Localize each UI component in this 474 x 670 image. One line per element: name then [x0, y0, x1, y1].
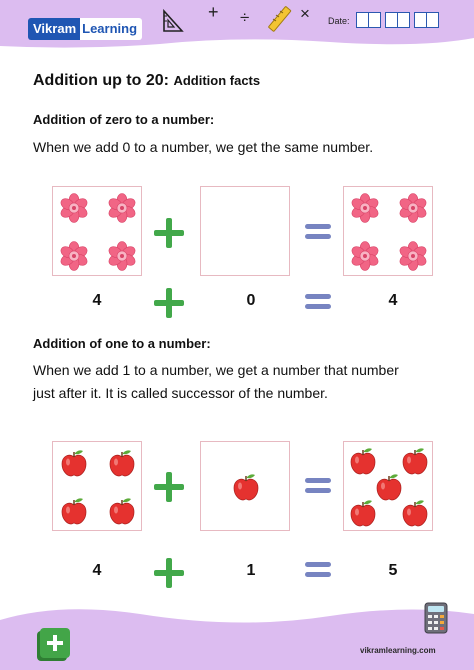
date-year-boxes[interactable]	[414, 12, 438, 28]
one-left-number: 4	[92, 562, 102, 579]
date-input-boxes[interactable]	[356, 12, 438, 28]
page-title-sub: Addition facts	[173, 73, 261, 88]
ruler-icon	[266, 6, 292, 32]
divide-icon: ÷	[240, 8, 250, 27]
zero-result-box	[343, 186, 433, 276]
zero-left-box	[52, 186, 142, 276]
equals-sign-icon	[305, 294, 331, 310]
footer-wave	[0, 600, 474, 670]
flower-icon	[107, 193, 137, 223]
zero-middle-box	[200, 186, 290, 276]
flower-icon	[398, 193, 428, 223]
flower-icon	[107, 241, 137, 271]
section-one-heading: Addition of one to a number:	[33, 336, 211, 351]
one-middle-number: 1	[246, 562, 256, 579]
date-label: Date:	[328, 16, 350, 26]
page-title-main: Addition up to 20:	[33, 72, 169, 89]
apple-icon	[59, 448, 89, 478]
triangle-ruler-icon	[160, 8, 186, 34]
zero-left-number: 4	[92, 292, 102, 309]
one-middle-box	[200, 441, 290, 531]
flower-icon	[350, 193, 380, 223]
apple-icon	[400, 446, 430, 476]
calculator-icon	[424, 602, 448, 634]
footer-url[interactable]: vikramlearning.com	[360, 646, 436, 655]
date-month-boxes[interactable]	[385, 12, 409, 28]
section-zero-text: When we add 0 to a number, we get the same number.	[33, 139, 374, 155]
apple-icon	[107, 448, 137, 478]
date-digit-box[interactable]	[426, 12, 439, 28]
date-day-boxes[interactable]	[356, 12, 380, 28]
multiply-icon: ×	[300, 4, 310, 23]
section-zero-heading: Addition of zero to a number:	[33, 112, 215, 127]
page-title	[33, 72, 260, 90]
apple-icon	[348, 498, 378, 528]
zero-result-number: 4	[388, 292, 398, 309]
brand-logo-part1: Vikram	[28, 18, 80, 40]
apple-icon	[107, 496, 137, 526]
date-digit-box[interactable]	[397, 12, 410, 28]
one-result-number: 5	[388, 562, 398, 579]
brand-logo	[28, 18, 142, 40]
equals-sign-icon	[305, 562, 331, 578]
apple-icon	[400, 498, 430, 528]
flower-icon	[350, 241, 380, 271]
page-header	[0, 0, 474, 48]
page-footer	[0, 600, 474, 670]
plus-sign-icon	[154, 288, 184, 318]
equals-sign-icon	[305, 478, 331, 494]
plus-icon: +	[208, 2, 219, 22]
apple-icon	[59, 496, 89, 526]
plus-sign-icon	[154, 558, 184, 588]
flower-icon	[59, 193, 89, 223]
zero-middle-number: 0	[246, 292, 256, 309]
equals-sign-icon	[305, 224, 331, 240]
brand-logo-part2: Learning	[80, 18, 142, 40]
section-one-text-line1: When we add 1 to a number, we get a number that number	[33, 362, 399, 378]
plus-sign-icon	[154, 218, 184, 248]
section-one-text	[33, 359, 453, 405]
one-result-box	[343, 441, 433, 531]
plus-badge-icon	[40, 628, 70, 658]
date-digit-box[interactable]	[368, 12, 381, 28]
flower-icon	[398, 241, 428, 271]
apple-icon	[231, 472, 261, 502]
one-left-box	[52, 441, 142, 531]
section-one-text-line2: just after it. It is called successor of the number.	[33, 385, 328, 401]
plus-sign-icon	[154, 472, 184, 502]
flower-icon	[59, 241, 89, 271]
